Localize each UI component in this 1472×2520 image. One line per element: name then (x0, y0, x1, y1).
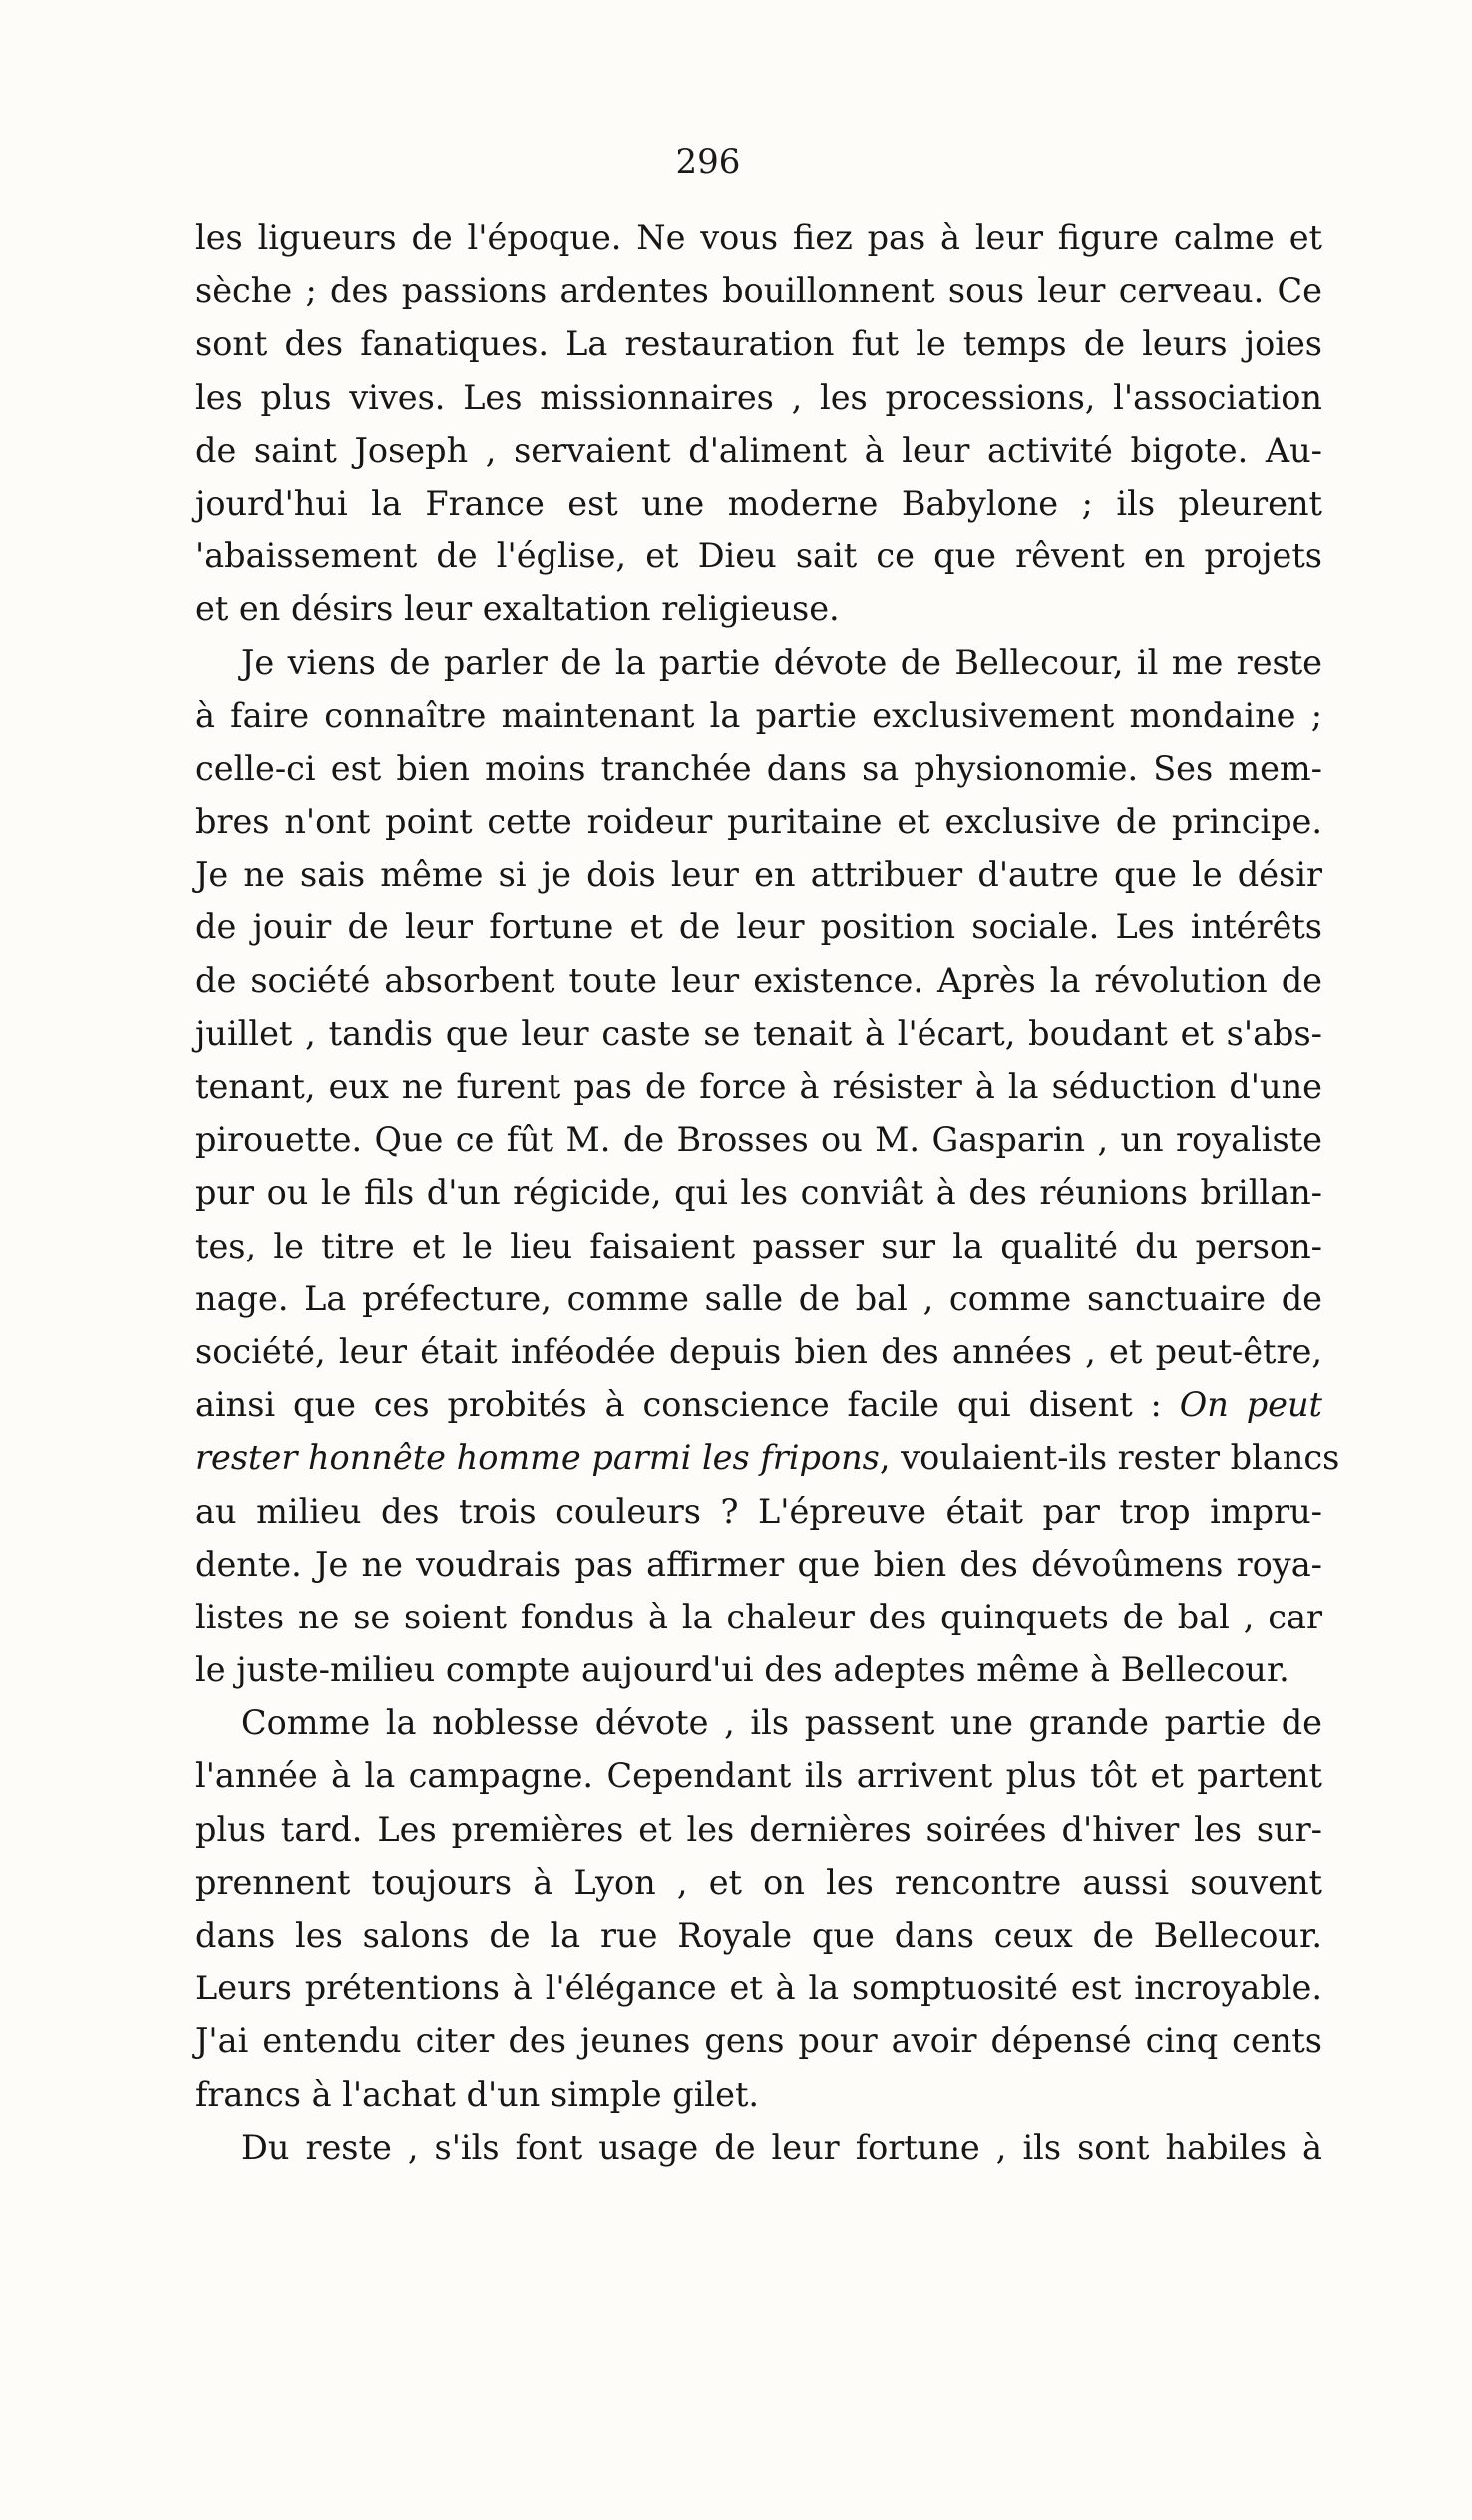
italic-quote: On peut (1179, 1385, 1323, 1425)
text-line: les ligueurs de l'époque. Ne vous fiez pas à leur figure calme et (195, 218, 1322, 257)
paragraph-3 (195, 1696, 1322, 2121)
text-line: francs à l'achat d'un simple gilet. (195, 2074, 760, 2114)
text-line: tenant, eux ne furent pas de force à résister à la séduction d'une (195, 1067, 1322, 1106)
text-line: sont des fanatiques. La restauration fut le temps de leurs joies (195, 324, 1322, 364)
text-line: listes ne se soient fondus à la chaleur des quinquets de bal , car (195, 1597, 1322, 1636)
paragraph-4 (195, 2121, 1322, 2174)
text-line: les plus vives. Les missionnaires , les processions, l'association (195, 377, 1322, 417)
text-line: prennent toujours à Lyon , et on les rencontre aussi souvent (195, 1862, 1322, 1902)
page-number: 296 (675, 142, 741, 181)
text-line-with-quote (195, 1378, 1322, 1431)
text-line: bres n'ont point cette roideur puritaine et exclusive de principe. (195, 802, 1322, 842)
italic-quote: rester honnête homme parmi les fripons (195, 1438, 880, 1478)
text-line: tes, le titre et le lieu faisaient passer sur la qualité du person- (195, 1226, 1322, 1265)
text-line: nage. La préfecture, comme salle de bal , comme sanctuaire de (195, 1278, 1322, 1318)
text-line: de jouir de leur fortune et de leur position sociale. Les intérêts (195, 907, 1322, 947)
text-line: l'année à la campagne. Cependant ils arrivent plus tôt et partent (195, 1756, 1322, 1796)
line-prefix: ainsi que ces probités à conscience facile qui disent : (195, 1385, 1162, 1425)
text-line: au milieu des trois couleurs ? L'épreuve était par trop impru- (195, 1491, 1322, 1531)
text-line: pur ou le fils d'un régicide, qui les conviât à des réunions brillan- (195, 1173, 1322, 1213)
text-line: et en désirs leur exaltation religieuse. (195, 589, 840, 629)
text-line: Je viens de parler de la partie dévote de Bellecour, il me reste (241, 642, 1322, 682)
text-line: plus tard. Les premières et les dernières soirées d'hiver les sur- (195, 1809, 1322, 1849)
text-line: celle-ci est bien moins tranchée dans sa physionomie. Ses mem- (195, 748, 1322, 788)
text-line: dente. Je ne voudrais pas affirmer que bien des dévoûmens roya- (195, 1544, 1322, 1584)
text-line: à faire connaître maintenant la partie exclusivement mondaine ; (195, 695, 1322, 735)
text-line: société, leur était inféodée depuis bien des années , et peut-être, (195, 1331, 1322, 1371)
text-line-with-quote (195, 1431, 1340, 1484)
text-line: Leurs prétentions à l'élégance et à la somptuosité est incroyable. (195, 1969, 1322, 2008)
paragraph-1 (195, 211, 1322, 636)
text-line: de saint Joseph , servaient d'aliment à leur activité bigote. Au- (195, 430, 1322, 470)
text-line: Du reste , s'ils font usage de leur fortune , ils sont habiles à (241, 2127, 1322, 2167)
text-line: juillet , tandis que leur caste se tenait à l'écart, boudant et s'abs- (195, 1013, 1322, 1053)
text-line: dans les salons de la rue Royale que dans ceux de Bellecour. (195, 1916, 1322, 1955)
text-line: de société absorbent toute leur existence. Après la révolution de (195, 960, 1322, 1000)
text-line: jourd'hui la France est une moderne Babylone ; ils pleurent (195, 483, 1322, 523)
line-suffix: , voulaient-ils rester blancs (879, 1438, 1340, 1478)
paragraph-2 (195, 636, 1340, 1697)
body-text (195, 211, 1340, 2174)
text-line: le juste-milieu compte aujourd'ui des adeptes même à Bellecour. (195, 1650, 1289, 1690)
text-line: J'ai entendu citer des jeunes gens pour avoir dépensé cinq cents (195, 2021, 1322, 2061)
text-line: sèche ; des passions ardentes bouillonnent sous leur cerveau. Ce (195, 271, 1322, 311)
text-line: Je ne sais même si je dois leur en attribuer d'autre que le désir (195, 855, 1322, 895)
text-line: pirouette. Que ce fût M. de Brosses ou M. Gasparin , un royaliste (195, 1120, 1322, 1160)
text-line: 'abaissement de l'église, et Dieu sait ce que rêvent en projets (195, 537, 1322, 576)
text-line: Comme la noblesse dévote , ils passent une grande partie de (241, 1703, 1322, 1743)
